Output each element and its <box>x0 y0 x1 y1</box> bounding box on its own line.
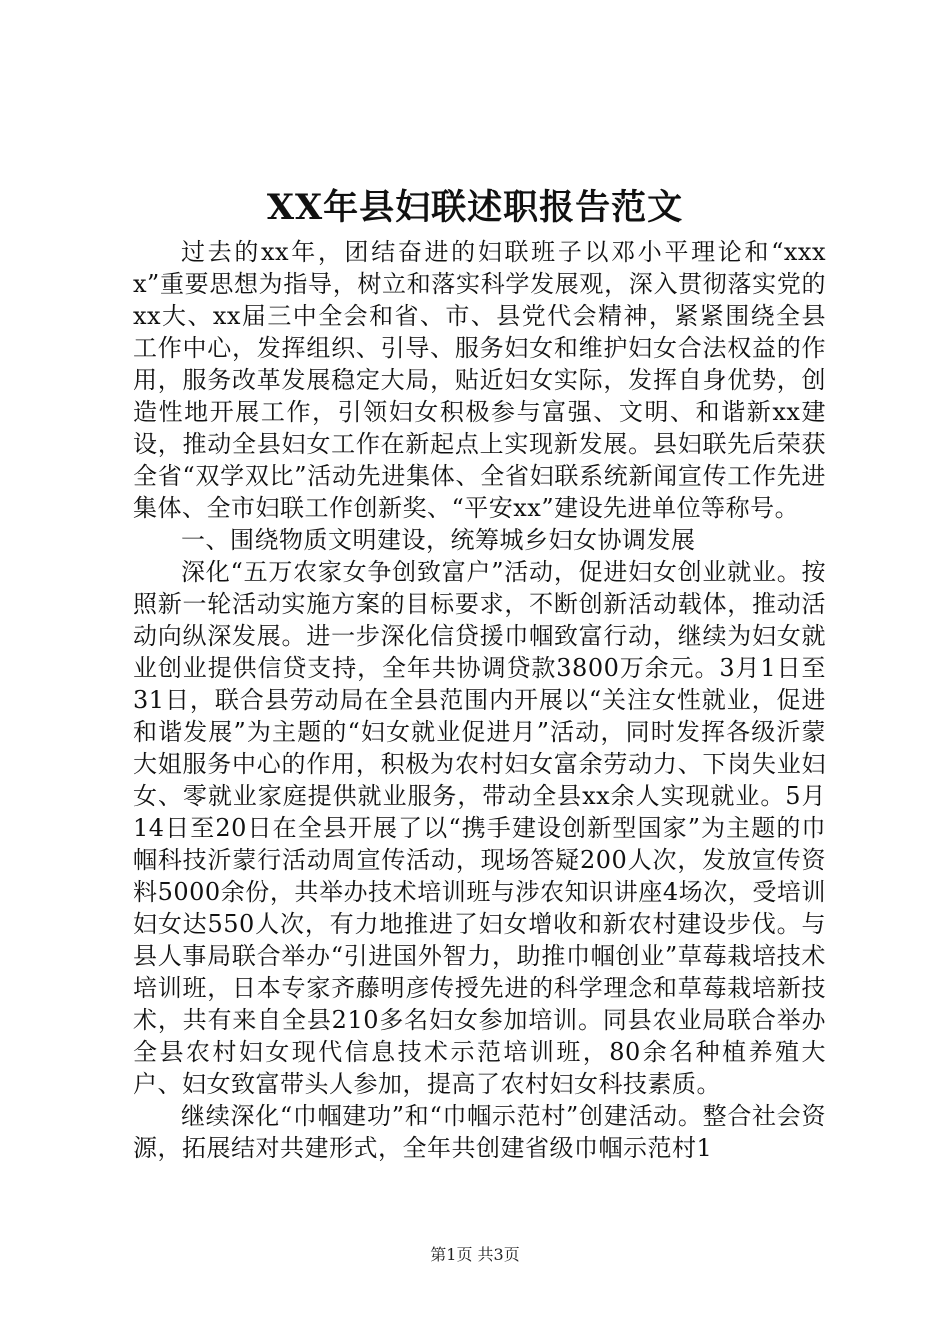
paragraph-intro: 过去的xx年，团结奋进的妇联班子以邓小平理论和“xxxx”重要思想为指导，树立和落实科学发展观，深入贯彻落实党的xx大、xx届三中全会和省、市、县党代会精神，紧紧围绕全县工作中心，发挥组织、引导、服务妇女和维护妇女合法权益的作用，服务改革发展稳定大局，贴近妇女实际，发挥自身优势，创造性地开展工作，引领妇女积极参与富强、文明、和谐新xx建设，推动全县妇女工作在新起点上实现新发展。县妇联先后荣获全省“双学双比”活动先进集体、全省妇联系统新闻宣传工作先进集体、全市妇联工作创新奖、“平安xx”建设先进单位等称号。 <box>133 238 826 522</box>
document-body <box>133 236 826 1164</box>
document-title: XX年县妇联述职报告范文 <box>266 187 684 228</box>
section-heading-1: 一、围绕物质文明建设，统筹城乡妇女协调发展 <box>181 526 696 554</box>
paragraph-demonstration-village: 继续深化“巾帼建功”和“巾帼示范村”创建活动。整合社会资源，拓展结对共建形式，全年共创建省级巾帼示范村1 <box>133 1102 826 1162</box>
paragraph-employment: 深化“五万农家女争创致富户”活动，促进妇女创业就业。按照新一轮活动实施方案的目标要求，不断创新活动载体，推动活动向纵深发展。进一步深化信贷援巾帼致富行动，继续为妇女就业创业提供信贷支持，全年共协调贷款3800万余元。3月1日至31日，联合县劳动局在全县范围内开展以“关注女性就业，促进和谐发展”为主题的“妇女就业促进月”活动，同时发挥各级沂蒙大姐服务中心的作用，积极为农村妇女富余劳动力、下岗失业妇女、零就业家庭提供就业服务，带动全县xx余人实现就业。5月14日至20日在全县开展了以“携手建设创新型国家”为主题的巾帼科技沂蒙行活动周宣传活动，现场答疑200人次，发放宣传资料5000余份，共举办技术培训班与涉农知识讲座4场次，受培训妇女达550人次，有力地推进了妇女增收和新农村建设步伐。与县人事局联合举办“引进国外智力，助推巾帼创业”草莓栽培技术培训班，日本专家齐藤明彦传授先进的科学理念和草莓栽培新技术，共有来自全县210多名妇女参加培训。同县农业局联合举办全县农村妇女现代信息技术示范培训班，80余名种植养殖大户、妇女致富带头人参加，提高了农村妇女科技素质。 <box>133 558 826 1098</box>
page-footer: 第1页 共3页 <box>430 1245 520 1264</box>
